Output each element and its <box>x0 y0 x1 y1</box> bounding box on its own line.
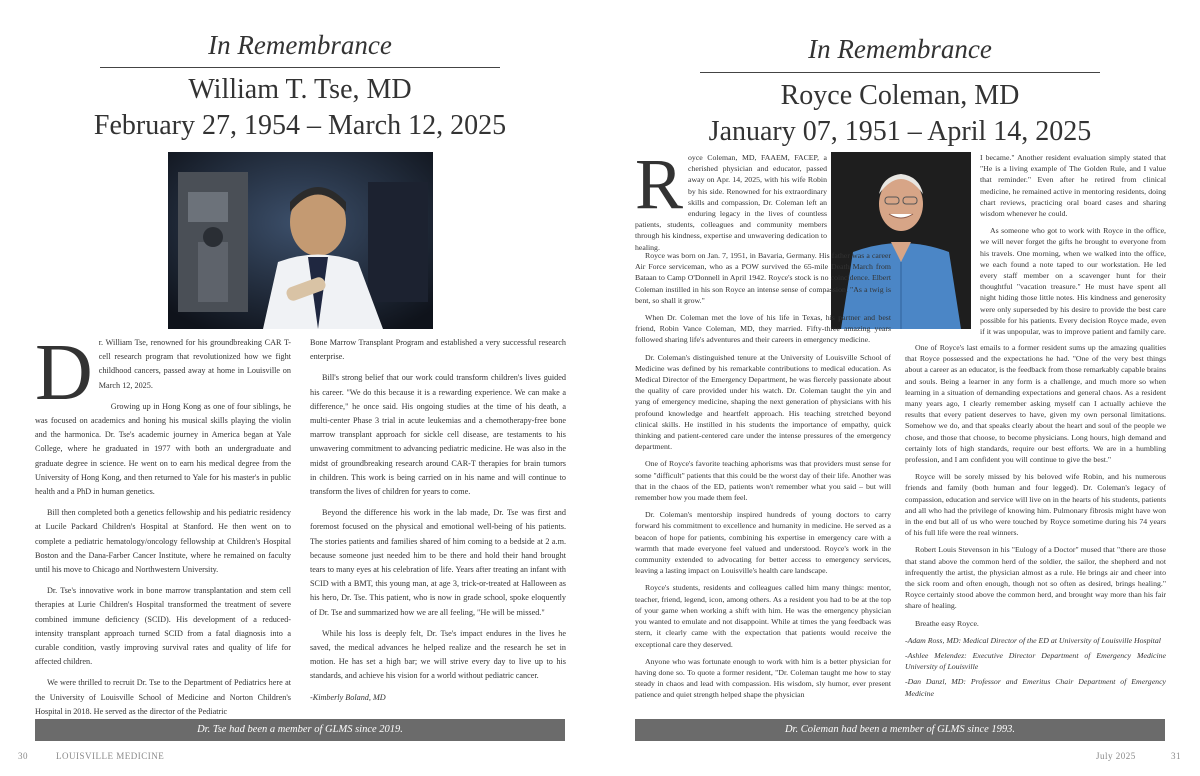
left-heading: In Remembrance <box>208 30 392 60</box>
left-publication-name: LOUISVILLE MEDICINE <box>56 751 165 761</box>
right-paragraph: Royce's students, residents and colleagues called him many things: mentor, teacher, friend, legend, icon, among others. As a resident you had to be at the top of your game when working a shift with him. He was the emergency physician you wanted to emulate and not disappoint. While at times the yang feedback was stern, it clearly came with the expectation that patients would receive the exceptional care they deserved. <box>635 583 891 649</box>
lab-portrait-illustration <box>168 152 433 329</box>
left-paragraph: Bill's strong belief that our work could transform children's lives guided his career. "We do this because it is a rewarding experience. We can make a difference," he once said. His ongoing studies at the time of his death, a multi-center Phase 3 trial in acute leukemias and a chemotherapy-free bone marrow transplant approach for sickle cell disease, are testaments to his unwavering commitment to advancing pediatric medicine. He was also in the midst of groundbreaking research around CAR-T therapies for brain tumors in children. This work is being carried on in his name and will continue to transform the lives of children for years to come. <box>310 373 566 497</box>
right-paragraph: Breathe easy Royce. <box>915 618 979 628</box>
right-paragraph: Robert Louis Stevenson in his "Eulogy of a Doctor" mused that "there are those that stand above the common herd of the soldier, the sailor, the shepherd and not infrequently the artist, the physician almost as a rule. He brings air and cheer into the sick room and often enough, though not so often as desired, brings healing." Royce certainly stood above the common herd, and brought way more than his fair share of healing. <box>905 545 1166 611</box>
dr-tse-photo <box>168 152 433 329</box>
left-dates: February 27, 1954 – March 12, 2025 <box>93 110 507 141</box>
left-paragraph: r. William Tse, renowned for his groundbreaking CAR T-cell research program that revolutionized how we fight childhood cancers, passed away at home in Louisville on March 12, 2025. <box>98 338 291 390</box>
right-column-1-intro <box>635 144 827 252</box>
right-page-number: 31 <box>1171 751 1181 761</box>
left-column-1 <box>35 329 291 716</box>
right-heading: In Remembrance <box>808 34 992 64</box>
left-paragraph: While his loss is deeply felt, Dr. Tse's impact endures in the lives he saved, the medical advances he helped realize and the research he set in motion. He has set a high bar; we will strive every day to live up to his standards, and achieve his vision for a world without pediatric cancer. <box>310 628 566 681</box>
left-page-number: 30 <box>18 751 28 761</box>
right-paragraph: Anyone who was fortunate enough to work with him is a better physician for having done so. To quote a former resident, "Dr. Coleman taught me how to stay steady in chaos and lead with compassion. His wisdom, sly humor, ever present patience and quiet strength helped shape the physician <box>635 656 891 700</box>
right-page <box>600 0 1200 776</box>
left-paragraph: Dr. Tse's innovative work in bone marrow transplantation and stem cell therapies at Lurie Children's Hospital transformed the treatment of severe combined immune deficiency (SCID). His development of a reduced-intensity transplant approach turned SCID from a fatal diagnosis into a curable condition, vastly improving survival rates and quality of life for affected children. <box>35 586 291 667</box>
right-membership-banner: Dr. Coleman had been a member of GLMS since 1993. <box>635 719 1165 741</box>
left-paragraph: Bone Marrow Transplant Program and established a very successful research enterprise. <box>310 338 566 362</box>
left-signature: -Kimberly Boland, MD <box>310 692 386 702</box>
left-paragraph: We were thrilled to recruit Dr. Tse to the Department of Pediatrics here at the University of Louisville School of Medicine and Norton Children's Hospital in 2018. He served as the director of the Pediatric <box>35 678 291 716</box>
left-paragraph: Beyond the difference his work in the lab made, Dr. Tse was first and foremost focused on the physical and emotional well-being of his patients. The stories patients and families shared of him coming to a bedside at 2 a.m. because someone just needed him to be there and hold their hand brought tears to many eyes at his celebration of life. Years after treating an infant with SCID with a BMT, this young man, at age 3, trick-or-treated at Halloween as his hero, Dr. Tse. This patient, who is now in grade school, spoke eloquently of Dr. Tse and summarized how we are all feeling, "He will be missed." <box>310 508 566 617</box>
right-name: Royce Coleman, MD <box>780 80 1020 111</box>
left-column-2 <box>310 336 566 712</box>
right-paragraph: One of Royce's last emails to a former resident sums up the amazing qualities that Royce possessed and the expectations he had. "One of the very best things about a career as an educator, is the feedback from those remarkably capable brains and souls. Being a learner in any form is a challenge, and much more so when learning in a situation of demanding expectations and general chaos. As a resident many years ago, I clearly remember asking myself can I actually achieve the results that every patient deserves to have, given my own personal limitations. Somehow we do, and that speaks clearly about the heart and soul of the people we chose, and those that choose, to become physicians. Long hours, high demand and certainly lots of high standards, require our best efforts. We are in a humbling profession, and I am confident you will continue to give the best." <box>905 343 1166 465</box>
right-paragraph: Dr. Coleman's distinguished tenure at the University of Louisville School of Medicine was defined by his remarkable contributions to medical education. As Medical Director of the Emergency Department, he was fiercely passionate about the quality of care provided under his watch. Dr. Coleman taught the yin and yang of emergency medicine, shaping the next generation of physicians with his profound knowledge and heartfelt approach. His teaching stretched beyond clinical skills. He instilled in his students the importance of empathy, quick thinking and patient-centered care under the intense pressures of the emergency department. <box>635 352 891 452</box>
right-paragraph: Royce was born on Jan. 7, 1951, in Bavaria, Germany. His father was a career Air Force serviceman, who as a POW survived the 65-mile Death March from Bataan to Camp O'Donnell in April 1942. Royce's stock is no coincidence. Elbert Coleman instilled in his son Royce an intense sense of compassion. "As a twig is bent, so shall it grow." <box>635 251 891 305</box>
right-paragraph: I became." Another resident evaluation simply stated that "He is a living example of The Golden Rule, and I value that reminder." Even after he retired from clinical medicine, he remained active in mentoring residents, doing chart reviews, practicing oral board cases and sharing wisdom whenever he could. <box>980 153 1166 219</box>
left-membership-banner: Dr. Tse had been a member of GLMS since 2019. <box>35 719 565 741</box>
left-dropcap: D <box>35 329 93 417</box>
right-signature: -Adam Ross, MD: Medical Director of the ED at University of Louisville Hospital <box>905 635 1161 645</box>
left-paragraph: Bill then completed both a genetics fellowship and his pediatric residency at Lucile Packard Children's Hospital at Stanford. He then went on to complete a pediatric hematology/oncology fellowship at Children's Hospital Boston and the Dana-Farber Cancer Institute, where he remained on faculty until his move to Chicago and Northwestern University. <box>35 508 291 575</box>
right-paragraph: When Dr. Coleman met the love of his life in Texas, his partner and best friend, Robin Vance Coleman, MD, they married. Fifty-three amazing years followed sharing life's adventures and their careers in emergency medicine. <box>635 313 891 345</box>
right-column-2 <box>905 342 1166 710</box>
right-paragraph: One of Royce's favorite teaching aphorisms was that providers must sense for some "difficult" patients that this could be the worst day of their life. Another was that in the chaos of the ED, patients won't remember what you said – but will remember how you made them feel. <box>635 459 891 503</box>
right-heading-rule <box>700 72 1100 73</box>
right-signature: -Dan Danzl, MD: Professor and Emeritus Chair Department of Emergency Medicine <box>905 677 1166 698</box>
right-paragraph: oyce Coleman, MD, FAAEM, FACEP, a cherished physician and educator, passed away on Apr. 14, 2025, with his wife Robin by his side. Renowned for his extraordinary skills and compassion, Dr. Coleman left an enduring legacy in the lives of countless patients, students, colleagues and community members through his kindness, expertise and unwavering dedication to healing. <box>635 153 827 252</box>
right-dropcap: R <box>635 144 684 224</box>
right-column-1 <box>635 250 891 710</box>
left-heading-rule <box>100 67 500 68</box>
right-column-2-top <box>980 152 1166 338</box>
right-dates: January 07, 1951 – April 14, 2025 <box>708 116 1092 147</box>
left-name: William T. Tse, MD <box>188 74 412 105</box>
right-paragraph: As someone who got to work with Royce in the office, we will never forget the gifts he brought to everyone from his travels. One morning, when we walked into the office, we each found a note taped to our workstation. He led every staff member on a scavenger hunt for their thoughtful "vacation treasure." He must have spent all night hiding those little notes. His kindness and generosity were only superseded by his desire to provide the best care possible for his patients. Every decision Royce made, even if it was unpopular, was to improve patient and family care. <box>980 226 1166 337</box>
right-signature: -Ashlee Melendez: Executive Director Department of Emergency Medicine University of Louisville <box>905 651 1166 672</box>
right-issue-date: July 2025 <box>1096 751 1136 761</box>
right-paragraph: Royce will be sorely missed by his beloved wife Robin, and his numerous friends and family (both human and four legged). Dr. Coleman's legacy of compassion, education and service will live on in the hearts of his students, patients and all who had the privilege of knowing him. Pulmonary fibrosis might have won in the end but all of us who were touched by Royce sometime during his 74 years of his full life were the real winners. <box>905 472 1166 538</box>
left-paragraph: Growing up in Hong Kong as one of four siblings, he was focused on academics and honing his musical skills playing the violin and the harmonica. Dr. Tse's academic journey in America began at Yale College, where he graduated in 1977 with both an undergraduate and graduate degree in science. He went on to earn his medical degree from the University of Hong Kong, and then returned to Yale for his master's in public health and a PhD in human genetics. <box>35 401 291 497</box>
right-paragraph: Dr. Coleman's mentorship inspired hundreds of young doctors to carry forward his commitment to excellence and humanity in medicine. He served as a beacon of hope for patients, combining his expertise in emergency care with a warmth that made everyone feel valued and understood. Royce's work in the community extended to advocating for better access to emergency services, leaving a lasting impact on Louisville's health care landscape. <box>635 510 891 576</box>
